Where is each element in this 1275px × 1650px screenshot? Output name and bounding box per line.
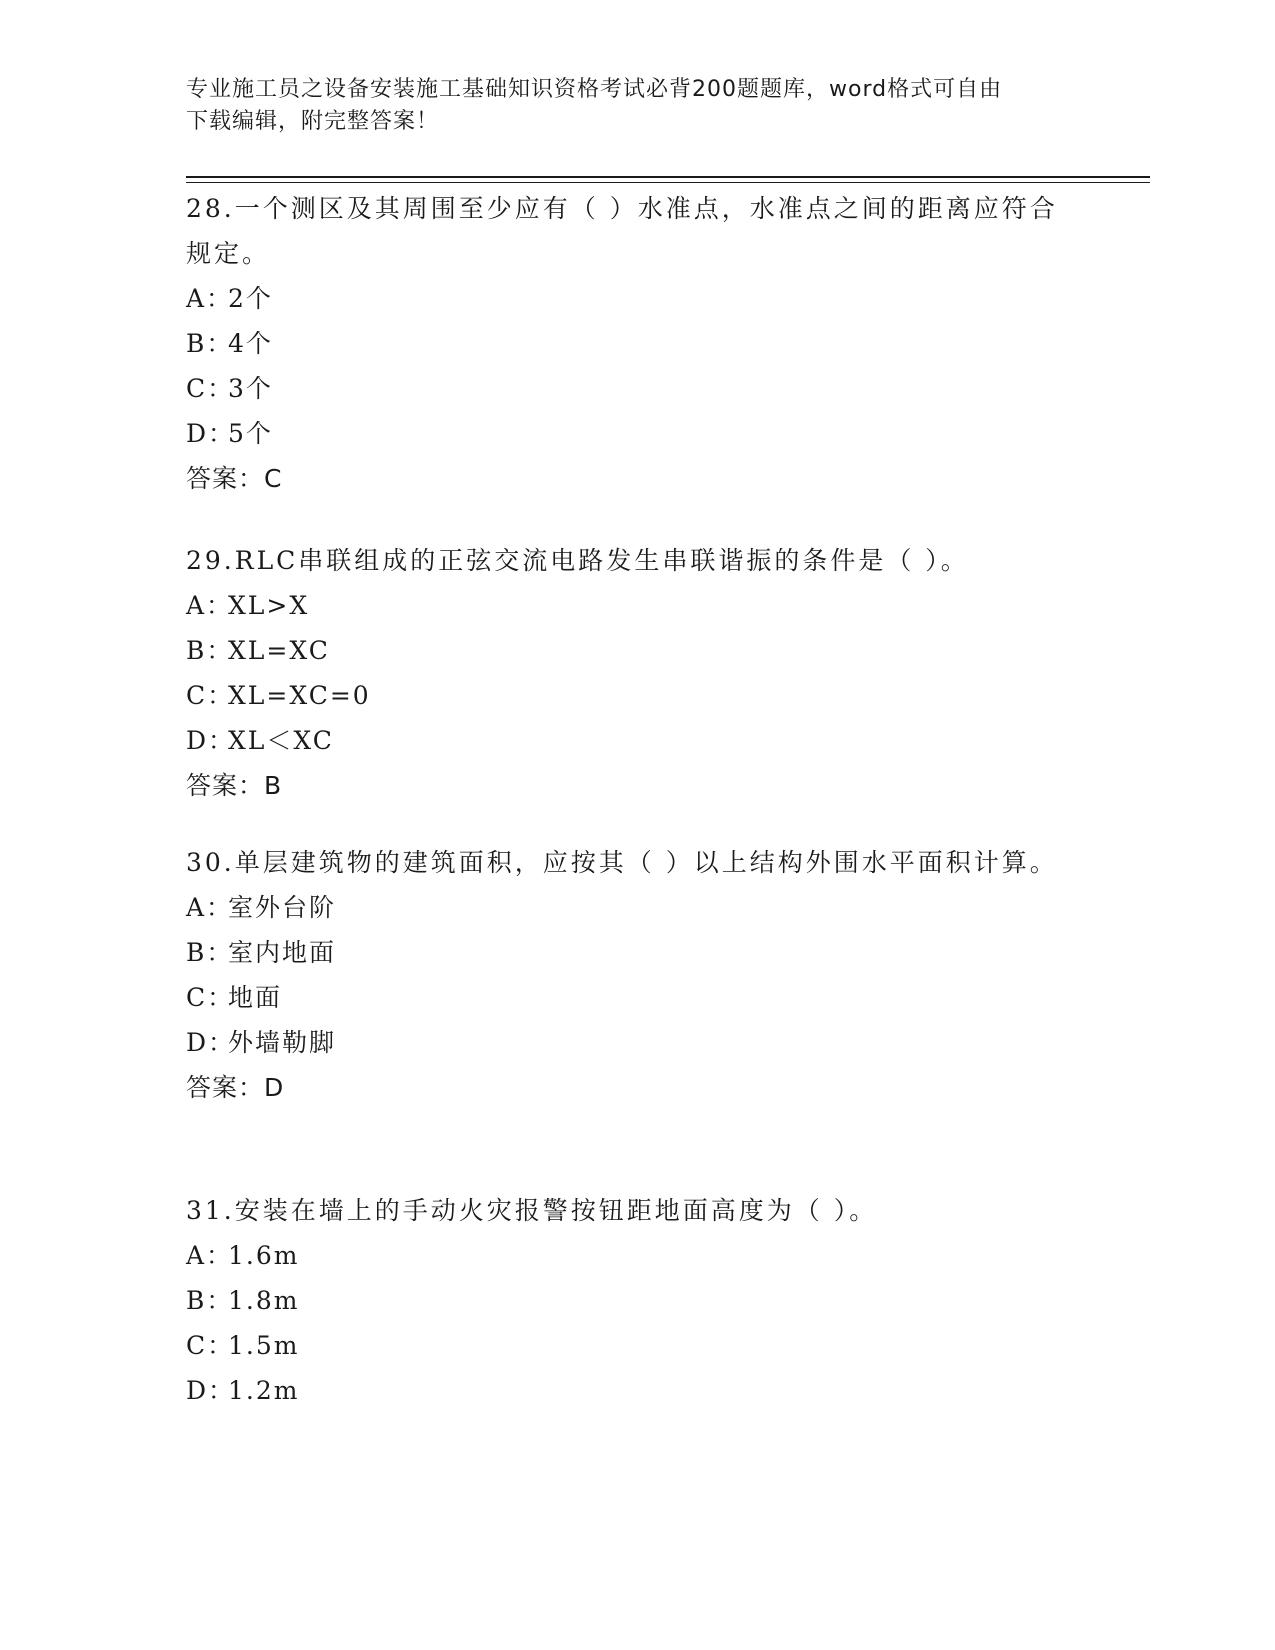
option-b (186, 930, 1066, 975)
option-d (186, 1368, 1066, 1413)
option-text: 3个 (228, 374, 273, 403)
option-letter: B： (186, 1286, 234, 1315)
option-c (186, 366, 1066, 411)
option-letter: D： (186, 419, 236, 448)
option-b (186, 1278, 1066, 1323)
header-line-1: 专业施工员之设备安装施工基础知识资格考试必背200题题库，word格式可自由 (186, 77, 1003, 102)
option-c (186, 673, 1066, 718)
option-d (186, 411, 1066, 456)
option-text: 2个 (228, 284, 273, 313)
answer: 答案：C (186, 464, 283, 493)
option-b (186, 321, 1066, 366)
option-text: 1.2m (228, 1376, 300, 1405)
document-header (186, 74, 1066, 138)
option-text: 地面 (228, 983, 283, 1012)
option-text: 室外台阶 (228, 893, 337, 922)
answer: 答案：B (186, 771, 283, 800)
option-letter: D： (186, 726, 236, 755)
question-28 (186, 186, 1066, 501)
option-text: 外墙勒脚 (228, 1028, 337, 1057)
option-text: 1.5m (228, 1331, 300, 1360)
answer: 答案：D (186, 1073, 285, 1102)
option-letter: A： (186, 284, 234, 313)
option-text: XL=XC=0 (228, 681, 371, 710)
option-text: 5个 (228, 419, 273, 448)
option-a (186, 276, 1066, 321)
header-divider-thick (186, 176, 1150, 178)
option-a (186, 583, 1066, 628)
option-c (186, 975, 1066, 1020)
option-letter: A： (186, 893, 234, 922)
question-stem: 28.一个测区及其周围至少应有（ ）水准点，水准点之间的距离应符合规定。 (186, 194, 1058, 268)
option-text: XL>X (228, 591, 310, 620)
option-letter: C： (186, 374, 235, 403)
option-d (186, 718, 1066, 763)
option-b (186, 628, 1066, 673)
option-letter: B： (186, 938, 234, 967)
question-29 (186, 538, 1066, 808)
option-letter: D： (186, 1028, 236, 1057)
option-text: 室内地面 (228, 938, 337, 967)
question-stem: 29.RLC串联组成的正弦交流电路发生串联谐振的条件是（ ）。 (186, 546, 969, 575)
option-letter: C： (186, 1331, 235, 1360)
header-divider-thin (186, 182, 1150, 183)
option-letter: B： (186, 636, 234, 665)
question-stem: 31.安装在墙上的手动火灾报警按钮距地面高度为（ ）。 (186, 1196, 878, 1225)
question-31 (186, 1188, 1066, 1413)
option-text: XL＜XC (228, 726, 334, 755)
option-a (186, 1233, 1066, 1278)
option-letter: C： (186, 983, 235, 1012)
option-letter: C： (186, 681, 235, 710)
option-text: 1.6m (228, 1241, 300, 1270)
option-letter: B： (186, 329, 234, 358)
option-letter: A： (186, 1241, 234, 1270)
option-c (186, 1323, 1066, 1368)
option-d (186, 1020, 1066, 1065)
option-text: 1.8m (228, 1286, 300, 1315)
question-stem: 30.单层建筑物的建筑面积，应按其（ ）以上结构外围水平面积计算。 (186, 848, 1058, 877)
option-a (186, 885, 1066, 930)
option-letter: A： (186, 591, 234, 620)
option-letter: D： (186, 1376, 236, 1405)
question-30 (186, 840, 1066, 1110)
option-text: XL=XC (228, 636, 330, 665)
option-text: 4个 (228, 329, 273, 358)
header-line-2: 下载编辑，附完整答案！ (186, 109, 440, 134)
